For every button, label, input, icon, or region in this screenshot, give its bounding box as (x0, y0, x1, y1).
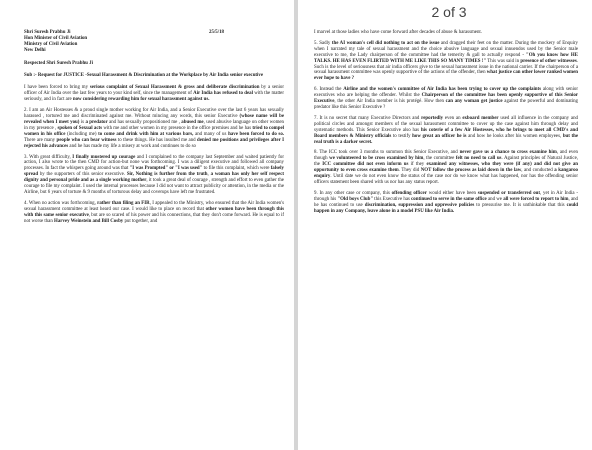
bold-run: to come and drink with him at various bars, (98, 131, 194, 137)
text-run: There are many (24, 137, 57, 143)
bold-run: offending officer (391, 190, 427, 196)
text-run: and dragged their feet on the matter. During the mockery of Enquiry when I narrated my tale of sexual harassment and the choice abusive language and sexual innuendos used by the Senior male executive to me, the Lady chairperson of the committee had the temerity & gall to actually respond - (314, 40, 578, 58)
bold-run: continued to serve in the same office (411, 196, 487, 202)
text-run: This was said in (486, 58, 521, 64)
text-run: this Executive has (373, 196, 412, 202)
bold-run: exboard member (462, 115, 499, 121)
bold-run: felt no need to call us (455, 156, 502, 162)
text-run: . They did (398, 168, 421, 174)
letter-page-right (298, 0, 592, 450)
letter-page-left (0, 0, 294, 450)
text-run: I have been forced to bring my (24, 85, 90, 91)
text-run: , it took a great deal of courage , strength and effort to even gather the courage to file my complaint. I used the internal processes because I did not want to attract publicity or attention, in the media or the Airline, but 6 years of torture & 9 months of torturous delay and coverups have left me frustrated. (24, 178, 284, 195)
bold-run: all were forced to report to him (503, 196, 569, 202)
bold-run: we volunteered to be cross examined by him (329, 156, 424, 162)
text-run: , the committee (423, 156, 456, 162)
bold-run: but the real truth is a darker secret. (314, 133, 579, 145)
text-run: against the powerful and dominating predator like this Senior Executive ? (314, 99, 578, 110)
text-run: , and he has continued to use (314, 196, 579, 208)
bold-run: a woman has only her self respect dignity and personal pride and as a single working mother (24, 172, 284, 184)
addressee-name: Shri Suresh Prabhu Ji (24, 30, 71, 35)
text-run: 7. It is no secret that many Executive Directors and (314, 115, 422, 121)
paragraph-1 (24, 85, 284, 103)
bold-run: discrimination, suppression and oppressive policies (364, 202, 475, 208)
paragraph-8 (314, 150, 578, 185)
text-run: , I appealed to the Ministry, who ensured that the Air India women's sexual harassment committee at least heard our case. I would like to place on record that (24, 200, 284, 212)
bold-run: examined any witnesses, who they were (if any) and did not give an opportunity to even cross examine them (314, 162, 578, 174)
bold-run: serious complaint of Sexual Harassment & gross and deliberate discrimination (89, 85, 260, 91)
bold-run: now considering rewarding him for sexual harassment against us. (72, 97, 210, 103)
bold-run: falsely spread (24, 166, 284, 178)
text-run: . Against principles of Natural Justice, the (314, 156, 578, 168)
bold-run: NOT follow the process as laid down in the law (420, 168, 522, 174)
bold-run: Chairperson of the committee has been openly supportive of this Senior Executive (314, 93, 578, 105)
text-run: 2. I am an Air Hostesses & a proud single mother working for Air India, and a Senior Executive over the last 6 years has sexually harassed , tortured me and discriminated against me. Without mincing any words, this senior Executive (24, 108, 284, 120)
text-run: 8. The ICC took over 3 months to summon this Senior Executive, and (314, 150, 460, 156)
paragraph-5 (314, 41, 578, 82)
text-run: would either have been (426, 190, 478, 196)
text-run: 6. Instead the (314, 87, 344, 93)
text-run: 9. In any other case or company, this (314, 190, 392, 196)
bold-run: reportedly (421, 115, 444, 121)
page-counter: 2 of 3 (431, 4, 467, 20)
text-run: if they (408, 162, 427, 168)
bold-run: can any woman get justice (445, 99, 503, 105)
paragraph-2 (24, 108, 284, 149)
bold-run: the AI woman's cell did nothing to act on the issue (331, 40, 440, 46)
text-run: and many of us (193, 131, 229, 137)
text-run: to testify (391, 133, 413, 139)
bold-run: presence of other witnesses (520, 58, 577, 64)
bold-run: ICC committee did not even inform us (322, 162, 409, 168)
bold-run: other women have been through this with this same senior executive (24, 206, 284, 218)
text-run: with me and other women in my presence in the office premises and he has (102, 125, 253, 131)
text-run: is (79, 119, 86, 125)
text-run: 4. When no action was forthcoming, (24, 200, 98, 206)
bold-run: have been forced to do so. (228, 131, 284, 137)
bold-run: Harvey Weinstein and Bill Cosby (54, 218, 124, 224)
text-run: and he has made my life a misery at work and continues to do so (68, 143, 197, 149)
bold-run: I finally mustered up courage (72, 154, 136, 160)
bold-run: never gave us a chance to cross examine him (459, 150, 557, 156)
salutation: Respected Shri Suresh Prabhu Ji (24, 60, 93, 66)
bold-run: denied me positions and privileges after I rejected his advances (24, 137, 285, 149)
bold-run: (whose name will be revealed when I meet you) (24, 114, 284, 125)
text-run: . Such is the level of seriousness that air india officers give to the sexual harassment issue in the national carrier. If the chairperson of a sexual harassment committee was openly supportive of the actions of the offender, then (314, 58, 578, 76)
bold-run: a predator (85, 119, 108, 125)
paragraph-9 (314, 191, 578, 215)
paragraph-3 (24, 155, 284, 196)
paragraph-4-continued (314, 30, 578, 36)
text-run: and how he looks after his women employees, (466, 133, 563, 139)
bold-run: "Old boys Club" (337, 196, 374, 202)
text-run: put together, and (123, 218, 158, 224)
text-run: even an (443, 115, 463, 121)
text-run: and we (486, 196, 504, 202)
text-run: , but are so scared of his power and his connections, that they don't come forward. He is equal to if not worse than (24, 212, 285, 224)
addressee-ministry: Ministry of Civil Aviation (24, 41, 78, 47)
text-run: along with senior executives who are helping the offender. Whilst the (314, 87, 579, 99)
text-run: , used abusive language on other women in my presence , (24, 119, 284, 131)
bold-run: tried to compel women in his office (24, 125, 284, 137)
text-run: , and even though (314, 150, 578, 162)
paragraph-7 (314, 116, 578, 146)
addressee-block (24, 30, 284, 54)
bold-run: his coterie of a few Air Hostesses, who he brings to meet all CMD's and Board members & Ministry officials (314, 127, 578, 139)
bold-run: could happen in any Company, leave alone in a model PSU like Air India. (314, 202, 578, 214)
subject-line: Sub :- Request for JUSTICE -Sexual Harassment & Discrimination at the Workplace by Air India senior executive (24, 72, 264, 78)
addressee-title: Hon Minister of Civil Aviation (24, 35, 88, 41)
text-run: with the matter seriously, and in fact are (24, 91, 284, 103)
text-run: to these things. He has insulted me and (116, 137, 198, 143)
text-run: by a senior officer of Air India over the last few years to your kind self, since the management of (24, 85, 284, 97)
text-run: , the other Air India member is his protégé. How then (334, 99, 446, 105)
text-run: and I complained to the company last September and waited patiently for action, I also wrote to the then CMD for action-but none was forthcoming. I was a diligent executive and followed all company processes. In fact the whispers going around was that (24, 154, 284, 172)
text-run: , and conducted (521, 168, 555, 174)
bold-run: rather than filing an FIR (97, 200, 150, 206)
text-run: by the supporters of this senior executive. (38, 172, 127, 178)
text-run: , yet in Air India - through his (314, 190, 578, 202)
bold-run: spoken of Sexual acts (57, 125, 103, 131)
bold-run: Sir, Nothing is further from the truth (126, 172, 208, 178)
bold-run: Airline and the women's committee of Air India has been trying to cover up the complaints (343, 87, 542, 93)
bold-run: abused me (181, 119, 204, 125)
text-run: and has sexually propositioned me , (107, 119, 182, 125)
text-run: , (207, 172, 211, 178)
bold-run: a kangaroo enquiry (314, 168, 579, 180)
text-run: (including me) (65, 131, 99, 137)
bold-run: Air India has refused to deal (193, 91, 253, 97)
text-run: 3. With great difficulty, (24, 154, 73, 160)
text-run: 5. Sadly (314, 40, 332, 46)
paragraph-4 (24, 201, 284, 225)
addressee-city: New Delhi (24, 47, 46, 53)
text-run: I marvel at those ladies who have come forward after decades of abuse & harassment. (314, 30, 482, 35)
bold-run: "Oh you know how HE TALKS. HE HAS EVEN FLIRTED WITH ME LIKE THIS SO MANY TIMES !" (314, 52, 579, 64)
bold-run: how great an officer he is (412, 133, 467, 139)
bold-run: what justice can other lower ranked women ever hope to have ? (314, 70, 579, 82)
text-run: to file this complaint, which were (202, 166, 271, 172)
text-run: . Until date we do not even know the status of the case nor do we know what has happened, nor has the offending senior officers statement been shared with us nor has any status report. (314, 174, 578, 185)
bold-run: suspended or transferred out (477, 190, 541, 196)
paragraph-6 (314, 87, 578, 111)
bold-run: "I was Prompted" or "I was used" (129, 166, 203, 172)
text-run: used all influence in the company and political circles and amongst members of the sexual harassment committee to cover up the case against him through delay and systematic methods. This Senior Executive also has (314, 115, 578, 133)
text-run: to pressurise me. It is unthinkable that this (474, 202, 567, 208)
letter-date: 25/5/18 (209, 30, 224, 35)
bold-run: people who can bear witness (56, 137, 117, 143)
